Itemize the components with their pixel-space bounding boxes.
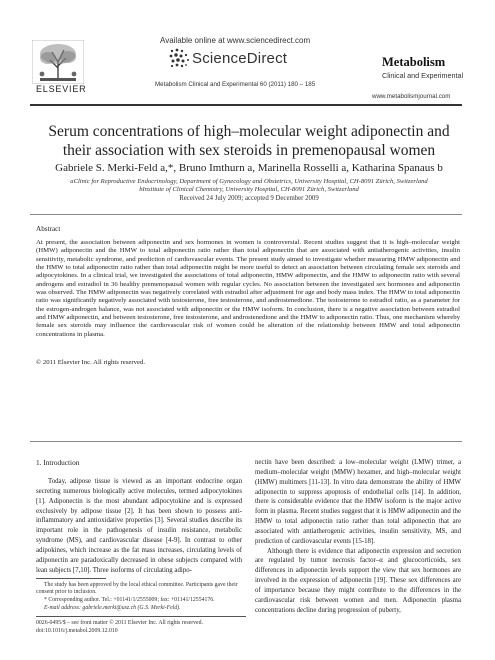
abstract-heading: Abstract xyxy=(36,225,61,233)
journal-website-link[interactable]: www.metabolismjournal.com xyxy=(372,93,451,100)
section-heading-introduction: 1. Introduction xyxy=(36,458,80,467)
publisher-name: ELSEVIER xyxy=(36,84,87,94)
footnote-corresponding-author: * Corresponding author. Tel.: +01141/1/2555009; fax: +01141/12554176. xyxy=(44,597,215,603)
affiliation-a: aClinic for Reproductive Endocrinology, Department of Gynecology and Obstetrics, University Hospital, CH-8091 Zürich, Switzerland xyxy=(70,178,428,185)
header-divider xyxy=(30,104,462,106)
introduction-paragraph-2: Although there is evidence that adiponectin expression and secretion are regulated by tumor necrosis factor–α and glucocorticoids, sex differences in adiponectin levels support the view that sex hormones are involved in the expression of adiponectin [19]. These sex differences are of importance because they might contribute to the differences in the cardiovascular risk between women and men. Adiponectin plasma concentrations decline during progression of puberty, xyxy=(255,547,461,614)
footnote-divider xyxy=(36,578,106,579)
sciencedirect-logo-icon xyxy=(168,47,190,69)
article-title: Serum concentrations of high–molecular weight adiponectin and their association with sex steroids in premenopausal women xyxy=(48,123,450,159)
author-line: Gabriele S. Merki-Feld a,*, Bruno Imthurn a, Marinella Rosselli a, Katharina Spanaus b xyxy=(55,162,443,174)
introduction-column-2 xyxy=(255,458,461,616)
footnote-email[interactable]: E-mail address: gabriele.merki@usz.ch (G.S. Merki-Feld). xyxy=(44,605,181,611)
introduction-column-1: Today, adipose tissue is viewed as an important endocrine organ secreting numerous biologically active molecules, termed adipocytokines [1]. Adiponectin is the most abundant adipocytokine and is expressed exclusively by adipose tissue [2]. It has been shown to possess anti-inflammatory and antioxidative properties [3]. Several studies describe its important role in the pathogenesis of insulin resistance, metabolic syndrome (MS), and cardiovascular disease [4-9]. In contrast to other adipokines, which increase as the fat mass increases, circulating levels of adiponectin are paradoxically decreased in obese subjects compared with lean subjects [7,10]. Three isoforms of circulating adipo- xyxy=(36,478,242,574)
issn-line: 0026-0495/$ – see front matter © 2011 Elsevier Inc. All rights reserved. xyxy=(36,620,203,626)
sciencedirect-wordmark: ScienceDirect xyxy=(192,50,288,67)
journal-subtitle: Clinical and Experimental xyxy=(382,71,464,80)
doi-link[interactable]: doi:10.1016/j.metabol.2009.12.010 xyxy=(36,628,118,634)
abstract-text: At present, the association between adiponectin and sex hormones in women is controversial. Recent studies suggest that it is high–molecular weight (HMW) adiponectin and the HMW to total adiponectin ratio rather than total adiponectin that are associated with antiatherogenic activities, insulin sensitivity, metabolic syndrome, and prediction of cardiovascular events. The present study aimed to investigate whether measuring HMW adiponectin and the HMW to total adiponectin ratio rather than total adiponectin might be more useful to detect an association between circulating female sex steroids and adipocytokines. In a clinical trial, we investigated the associations of total adiponectin, HMW adiponectin, and the HMW to adiponectin ratio with several androgens and estradiol in 36 healthy premenopausal women with regular cycles. No association between the investigated sex hormones and adiponectin was observed. The HMW adiponectin was negatively correlated with estradiol after adjustment for age and body mass index. The HMW to total adiponectin ratio was significantly negatively associated with testosterone, free testosterone, and androstenedione. The testosterone to estradiol ratio, as a parameter for the estrogen-androgen balance, was not associated with adiponectin or the HMW isoform. In conclusion, there is a negative association between estradiol and HMW adiponectin, and between testosterone, free testosterone, and androstenedione and the HMW to adiponectin ratio. Thus, one mechanism whereby female sex steroids may influence the cardiovascular risk of women could be alteration of the relationship between HMW and total adiponectin concentrations in plasma. xyxy=(36,239,460,338)
elsevier-logo-tree-icon xyxy=(32,40,84,84)
introduction-paragraph-continued: nectin have been described: a low–molecular weight (LMW) trimer, a medium–molecular weight (MMW) hexamer, and high–molecular weight (HMW) multimers [11-13]. In vitro data demonstrate the ability of HMW adiponectin to suppress apoptosis of endothelial cells [14]. In addition, there is considerable evidence that the HMW isoform is the major active form in plasma. Recent studies suggest that it is HMW adiponectin and the HMW to total adiponectin ratio rather than total adiponectin that are associated with antiatherogenic activities, insulin sensitivity, MS, and prediction of cardiovascular events [15-18]. xyxy=(255,459,461,545)
footer-divider xyxy=(36,616,246,617)
author-list xyxy=(40,162,458,174)
footnote-ethics: The study has been approved by the local ethical committee. Participants gave their consent prior to inclusion. xyxy=(36,582,238,596)
affiliation-b: bInstitute of Clinical Chemistry, University Hospital, CH-8091 Zürich, Switzerland xyxy=(139,186,359,193)
journal-title: Metabolism xyxy=(382,55,446,69)
online-availability-text[interactable]: Available online at www.sciencedirect.com xyxy=(160,36,311,45)
copyright-line: © 2011 Elsevier Inc. All rights reserved. xyxy=(36,359,146,366)
journal-citation-line: Metabolism Clinical and Experimental 60 (2011) 180 – 185 xyxy=(155,81,316,88)
received-dates: Received 24 July 2009; accepted 9 December 2009 xyxy=(179,195,319,202)
